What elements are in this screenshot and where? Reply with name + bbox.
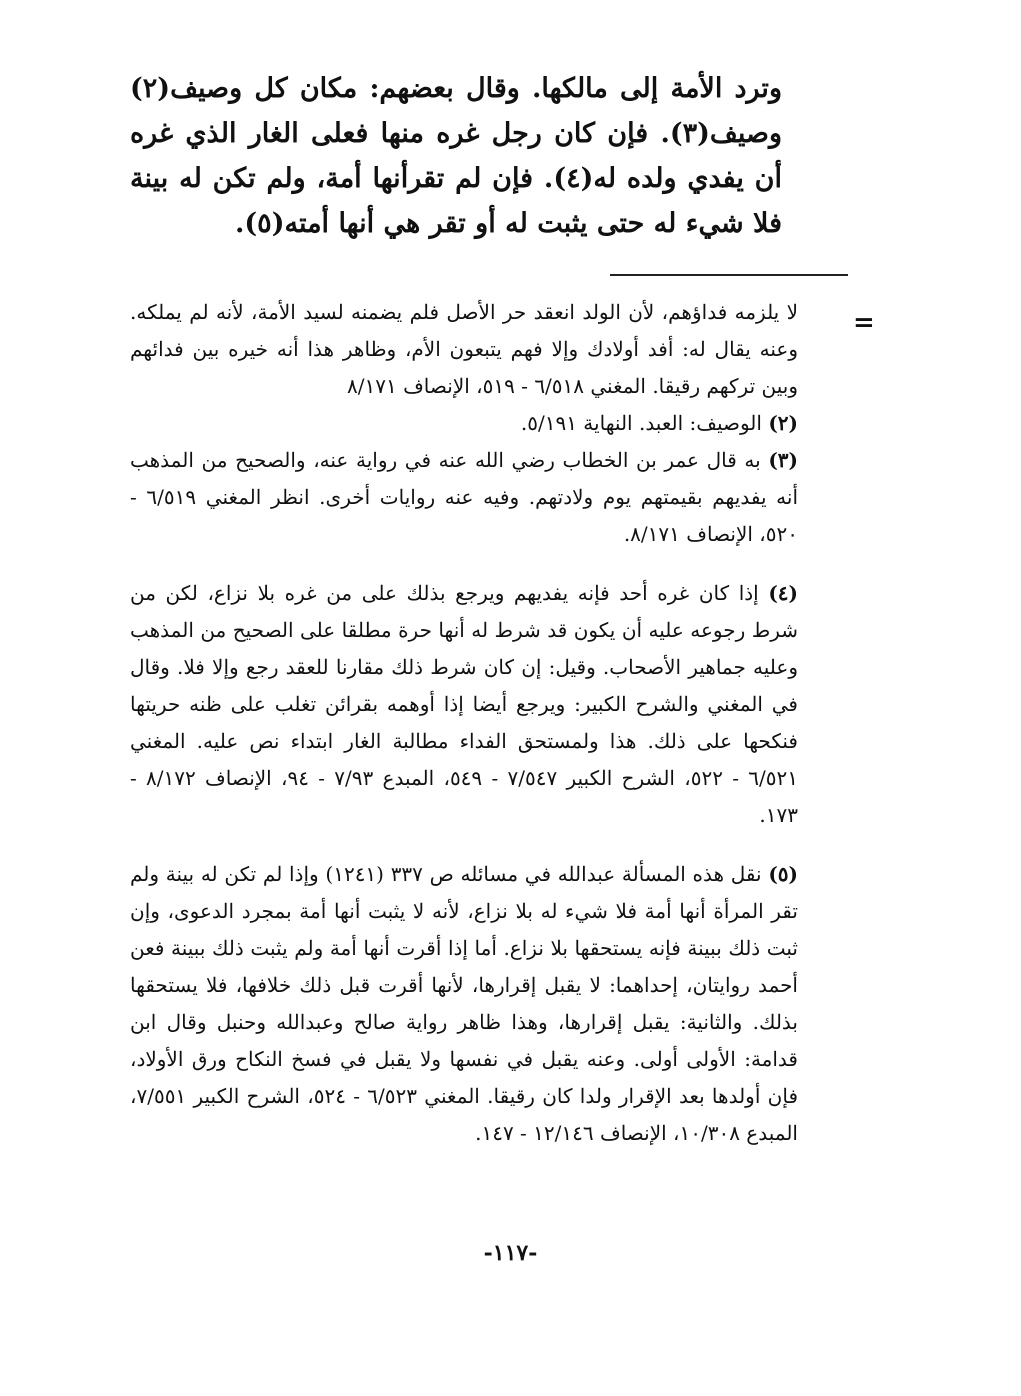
continuation-mark: =: [853, 308, 875, 338]
footnote-4: [130, 575, 798, 834]
footnote-4-text: إذا كان غره أحد فإنه يفديهم ويرجع بذلك على من غره بلا نزاع، لكن من شرط رجوعه عليه أن يكون قد شرط له أنها حرة مطلقا على الصحيح من المذهب وعليه جماهير الأصحاب. وقيل: إن كان شرط ذلك مقارنا للعقد رجع وإلا فلا. وقال في المغني والشرح الكبير: ويرجع أيضا إذا أوهمه بقرائن تغلب على ظنه حريتها فنكحها على ذلك. هذا ولمستحق الفداء مطالبة الغار ابتداء نص عليه. المغني ٦/٥٢١ - ٥٢٢، الشرح الكبير ٧/٥٤٧ - ٥٤٩، المبدع ٧/٩٣ - ٩٤، الإنصاف ٨/١٧٢ - ١٧٣.: [130, 581, 798, 827]
footnote-5-number: (٥): [768, 862, 799, 886]
main-paragraph: وترد الأمة إلى مالكها. وقال بعضهم: مكان كل وصيف(٢) وصيف(٣). فإن كان رجل غره منها فعلى الغار الذي غره أن يفدي ولده له(٤). فإن لم تقرأنها أمة، ولم تكن له بينة فلا شيء له حتى يثبت له أو تقر هي أنها أمته(٥).: [130, 73, 782, 239]
footnote-3-number: (٣): [768, 448, 798, 472]
footnote-3-text: به قال عمر بن الخطاب رضي الله عنه في رواية عنه، والصحيح من المذهب أنه يفديهم بقيمتهم يوم ولادتهم. وفيه عنه روايات أخرى. انظر المغني ٦/٥١٩ - ٥٢٠، الإنصاف ٨/١٧١.: [130, 448, 798, 546]
footnote-3: [130, 442, 798, 553]
page-number: -١١٧-: [483, 1240, 538, 1266]
footnote-4-number: (٤): [768, 581, 799, 605]
footnote-5-text: نقل هذه المسألة عبدالله في مسائله ص ٣٣٧ (١٢٤١) وإذا لم تكن له بينة ولم تقر المرأة أنها أمة فلا شيء له بلا نزاع، لأنه لا يثبت أنها أمة بمجرد الدعوى، وإن ثبت ذلك ببينة فإنه يستحقها بلا نزاع. أما إذا أقرت أنها أمة ولم يثبت ذلك ببينة فعن أحمد روايتان، إحداهما: لا يقبل إقرارها، لأنها أقرت قبل ذلك خلافها، فلا يستحقها بذلك. والثانية: يقبل إقرارها، وهذا ظاهر رواية صالح وعبدالله وحنبل وقال ابن قدامة: الأولى أولى. وعنه يقبل في نفسها ولا يقبل في فسخ النكاح ورق الأولاد، فإن أولدها بعد الإقرار ولدا كان رقيقا. المغني ٦/٥٢٣ - ٥٢٤، الشرح الكبير ٧/٥٥١، المبدع ١٠/٣٠٨، الإنصاف ١٢/١٤٦ - ١٤٧.: [130, 862, 798, 1145]
footnote-2-number: (٢): [768, 411, 798, 435]
footnote-separator: [610, 274, 848, 276]
footnote-2: [130, 405, 798, 442]
footnote-5: [130, 856, 798, 1152]
footnote-2-text: الوصيف: العبد. النهاية ٥/١٩١.: [520, 411, 762, 435]
footnote-continued: لا يلزمه فداؤهم، لأن الولد انعقد حر الأصل فلم يضمنه لسيد الأمة، لأنه لم يملكه. وعنه يقال له: أفد أولادك وإلا فهم يتبعون الأم، وظاهر هذا أنه خيره بين فدائهم وبين تركهم رقيقا. المغني ٦/٥١٨ - ٥١٩، الإنصاف ٨/١٧١: [130, 300, 798, 398]
footnotes-block: [130, 294, 798, 1152]
main-text-block: [130, 66, 782, 246]
